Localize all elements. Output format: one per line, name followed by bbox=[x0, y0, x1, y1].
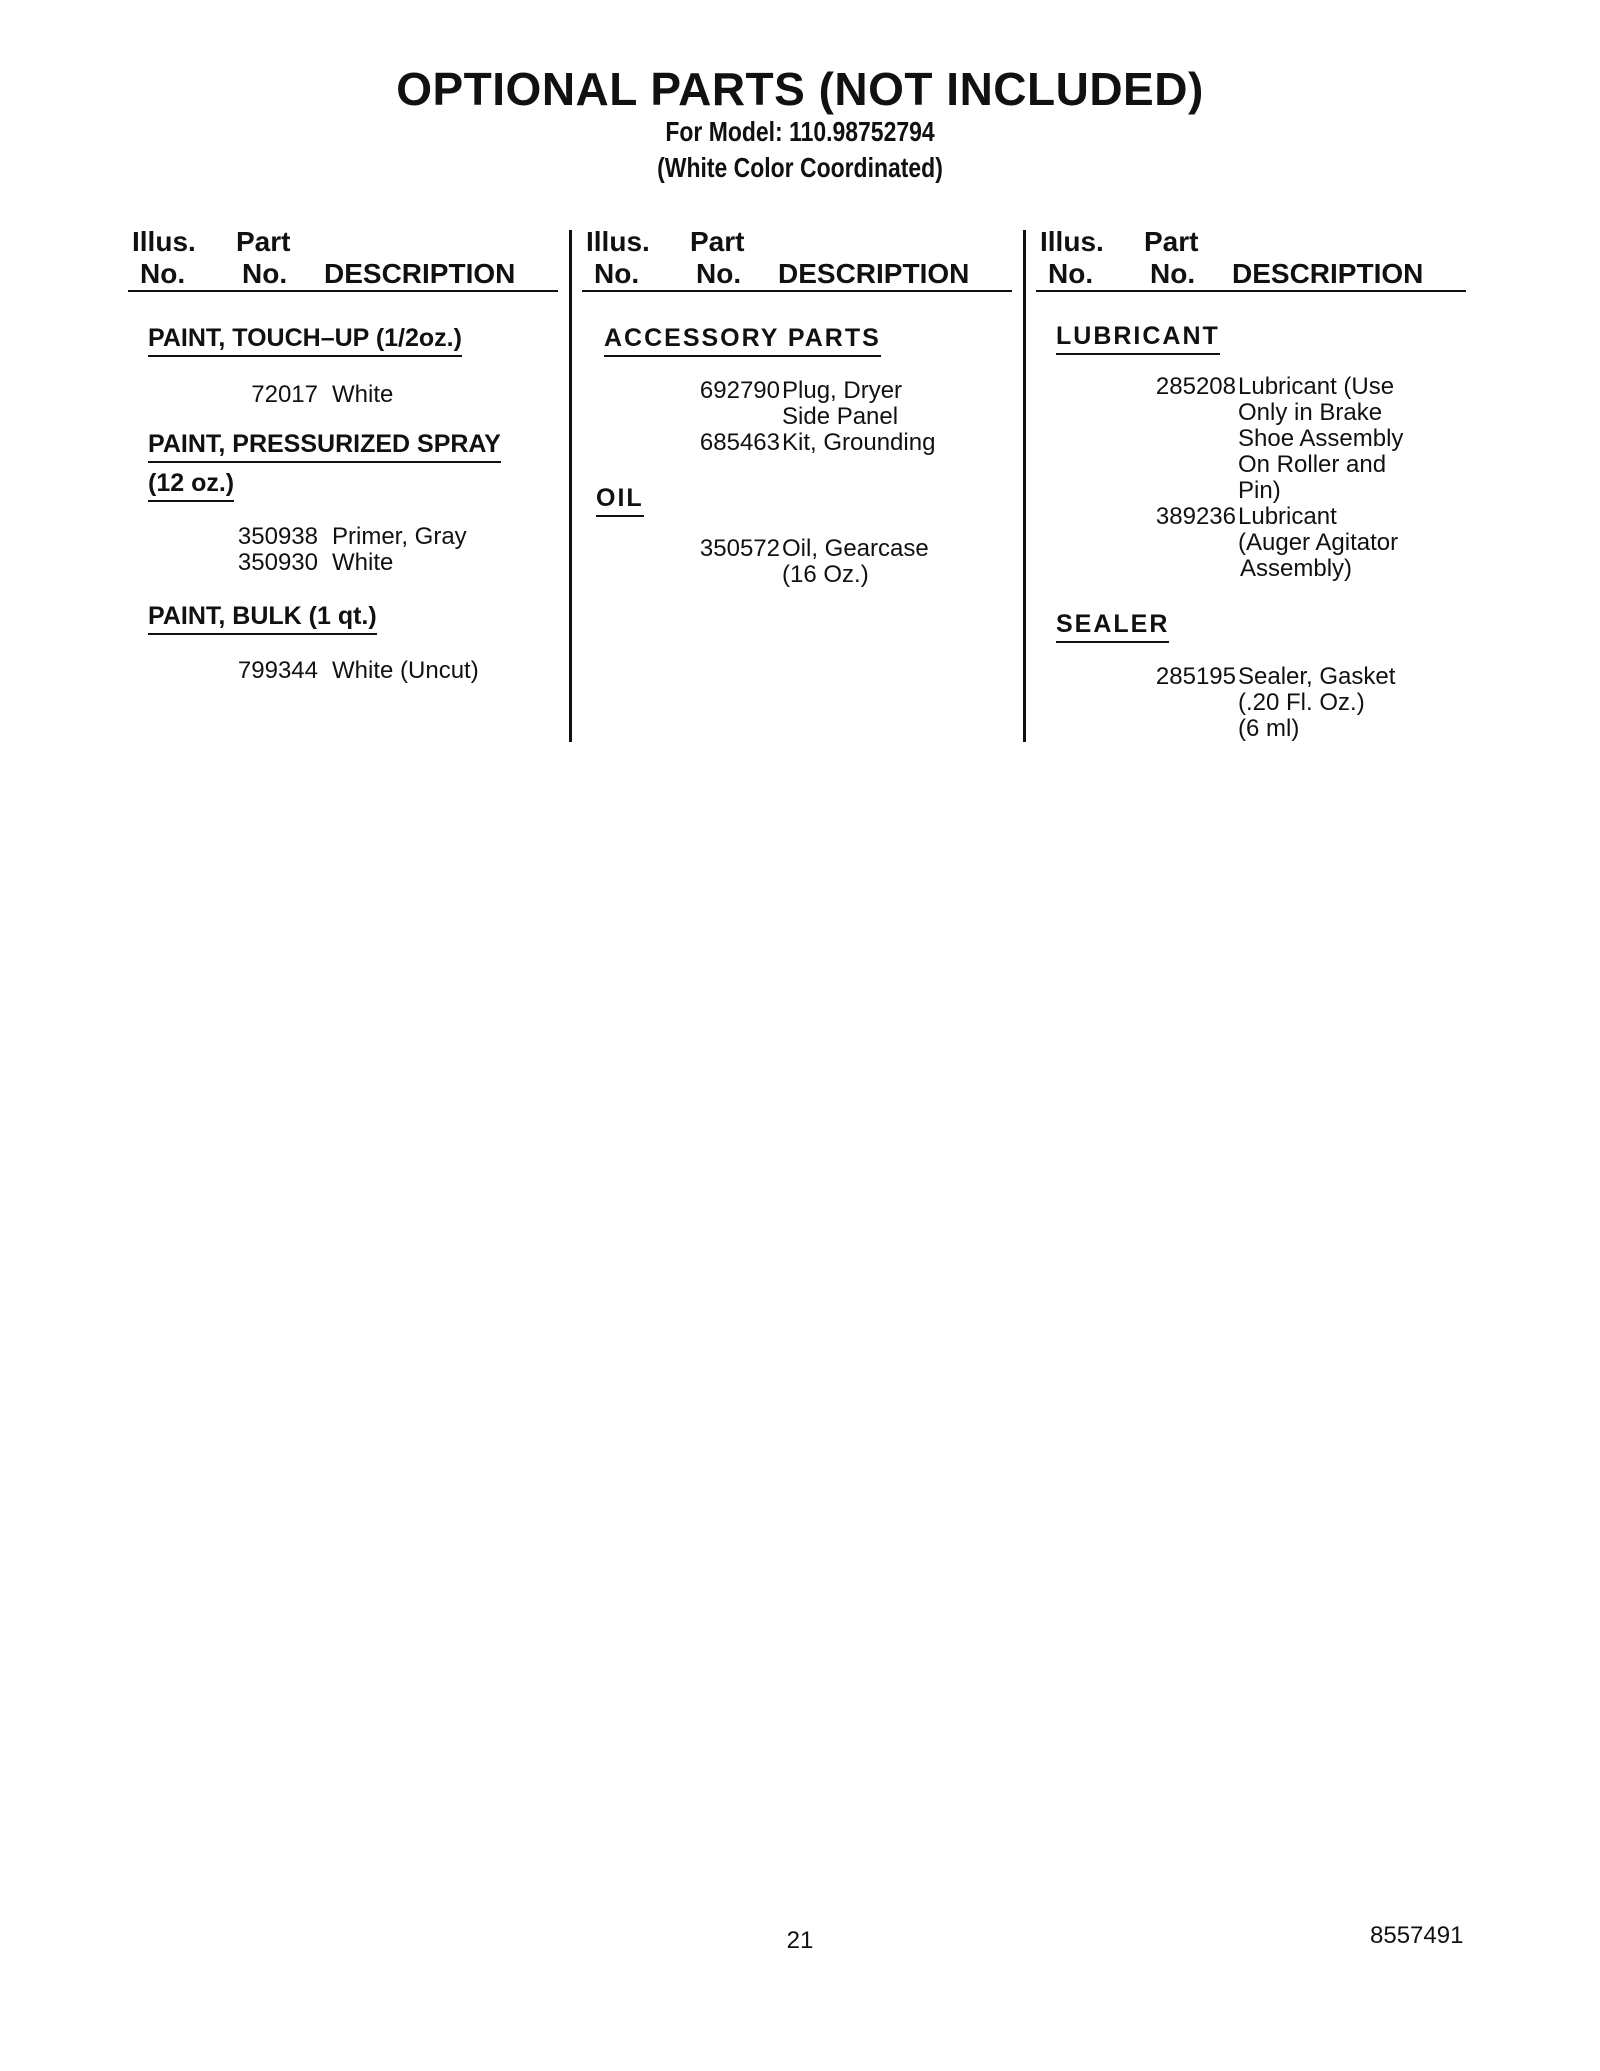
part-description: Lubricant (Use bbox=[1238, 373, 1395, 400]
part-number: 72017 bbox=[251, 381, 318, 408]
part-number: 685463 bbox=[699, 429, 780, 456]
illus-label: Illus. bbox=[586, 226, 650, 257]
description-label: DESCRIPTION bbox=[778, 258, 970, 289]
column-2 bbox=[582, 222, 1012, 742]
column-header bbox=[128, 222, 558, 292]
section-title-accessory: ACCESSORY PARTS bbox=[604, 324, 881, 357]
part-label: Part bbox=[236, 226, 291, 257]
section-title-spray-line1: PAINT, PRESSURIZED SPRAY bbox=[148, 430, 501, 463]
section-title-sealer: SEALER bbox=[1056, 610, 1169, 643]
part-description-line2: (.20 Fl. Oz.) bbox=[1238, 689, 1365, 716]
part-description-line4: On Roller and bbox=[1238, 451, 1387, 478]
header-rule bbox=[128, 290, 558, 292]
illus-no-label: No. bbox=[1048, 258, 1094, 289]
part-description: Lubricant bbox=[1238, 503, 1337, 530]
section-title-spray-line2: (12 oz.) bbox=[148, 469, 234, 502]
document-number: 8557491 bbox=[1370, 1922, 1464, 1949]
illus-label: Illus. bbox=[132, 226, 196, 257]
part-description-line2: (16 Oz.) bbox=[782, 561, 869, 588]
part-label: Part bbox=[1144, 226, 1199, 257]
description-label: DESCRIPTION bbox=[324, 258, 516, 289]
column-1 bbox=[128, 222, 558, 742]
part-description-line3: Assembly) bbox=[1240, 555, 1353, 582]
section-title-spray bbox=[148, 430, 501, 504]
part-no-label: No. bbox=[696, 258, 742, 289]
header-rule bbox=[1036, 290, 1466, 292]
part-description: Kit, Grounding bbox=[782, 429, 936, 456]
page-number: 21 bbox=[786, 1927, 814, 1954]
page-title: OPTIONAL PARTS (NOT INCLUDED) bbox=[396, 63, 1204, 115]
part-description: White bbox=[332, 381, 394, 408]
illus-no-label: No. bbox=[594, 258, 640, 289]
part-description-line5: Pin) bbox=[1238, 477, 1281, 504]
model-line: For Model: 110.98752794 bbox=[665, 116, 935, 147]
part-description-line3: Shoe Assembly bbox=[1238, 425, 1404, 452]
part-number: 692790 bbox=[699, 377, 780, 404]
part-description: White (Uncut) bbox=[332, 657, 479, 684]
part-description-line2: (Auger Agitator bbox=[1238, 529, 1399, 556]
description-label: DESCRIPTION bbox=[1232, 258, 1424, 289]
part-description: Oil, Gearcase bbox=[782, 535, 929, 562]
section-title-oil: OIL bbox=[596, 484, 644, 517]
section-title-touchup: PAINT, TOUCH–UP (1/2oz.) bbox=[148, 324, 462, 357]
part-number: 389236 bbox=[1155, 503, 1236, 530]
illus-label: Illus. bbox=[1040, 226, 1104, 257]
column-divider bbox=[1023, 230, 1026, 742]
section-title-lubricant: LUBRICANT bbox=[1056, 322, 1220, 355]
part-description-line2: Only in Brake bbox=[1238, 399, 1383, 426]
part-description-line2: Side Panel bbox=[782, 403, 899, 430]
part-no-label: No. bbox=[242, 258, 288, 289]
part-description: Sealer, Gasket bbox=[1238, 663, 1396, 690]
part-number: 285208 bbox=[1155, 373, 1236, 400]
header-rule bbox=[582, 290, 1012, 292]
part-number: 350572 bbox=[699, 535, 780, 562]
part-no-label: No. bbox=[1150, 258, 1196, 289]
column-3 bbox=[1036, 222, 1466, 742]
column-divider bbox=[569, 230, 572, 742]
column-header bbox=[1036, 222, 1466, 292]
part-number: 285195 bbox=[1155, 663, 1236, 690]
part-description: White bbox=[332, 549, 394, 576]
part-number: 350930 bbox=[237, 549, 318, 576]
part-description: Plug, Dryer bbox=[782, 377, 903, 404]
color-line: (White Color Coordinated) bbox=[657, 152, 943, 183]
part-label: Part bbox=[690, 226, 745, 257]
section-title-bulk: PAINT, BULK (1 qt.) bbox=[148, 602, 377, 635]
column-header bbox=[582, 222, 1012, 292]
illus-no-label: No. bbox=[140, 258, 186, 289]
part-description-line3: (6 ml) bbox=[1238, 715, 1300, 742]
part-number: 799344 bbox=[237, 657, 318, 684]
part-description: Primer, Gray bbox=[332, 523, 467, 550]
part-number: 350938 bbox=[237, 523, 318, 550]
